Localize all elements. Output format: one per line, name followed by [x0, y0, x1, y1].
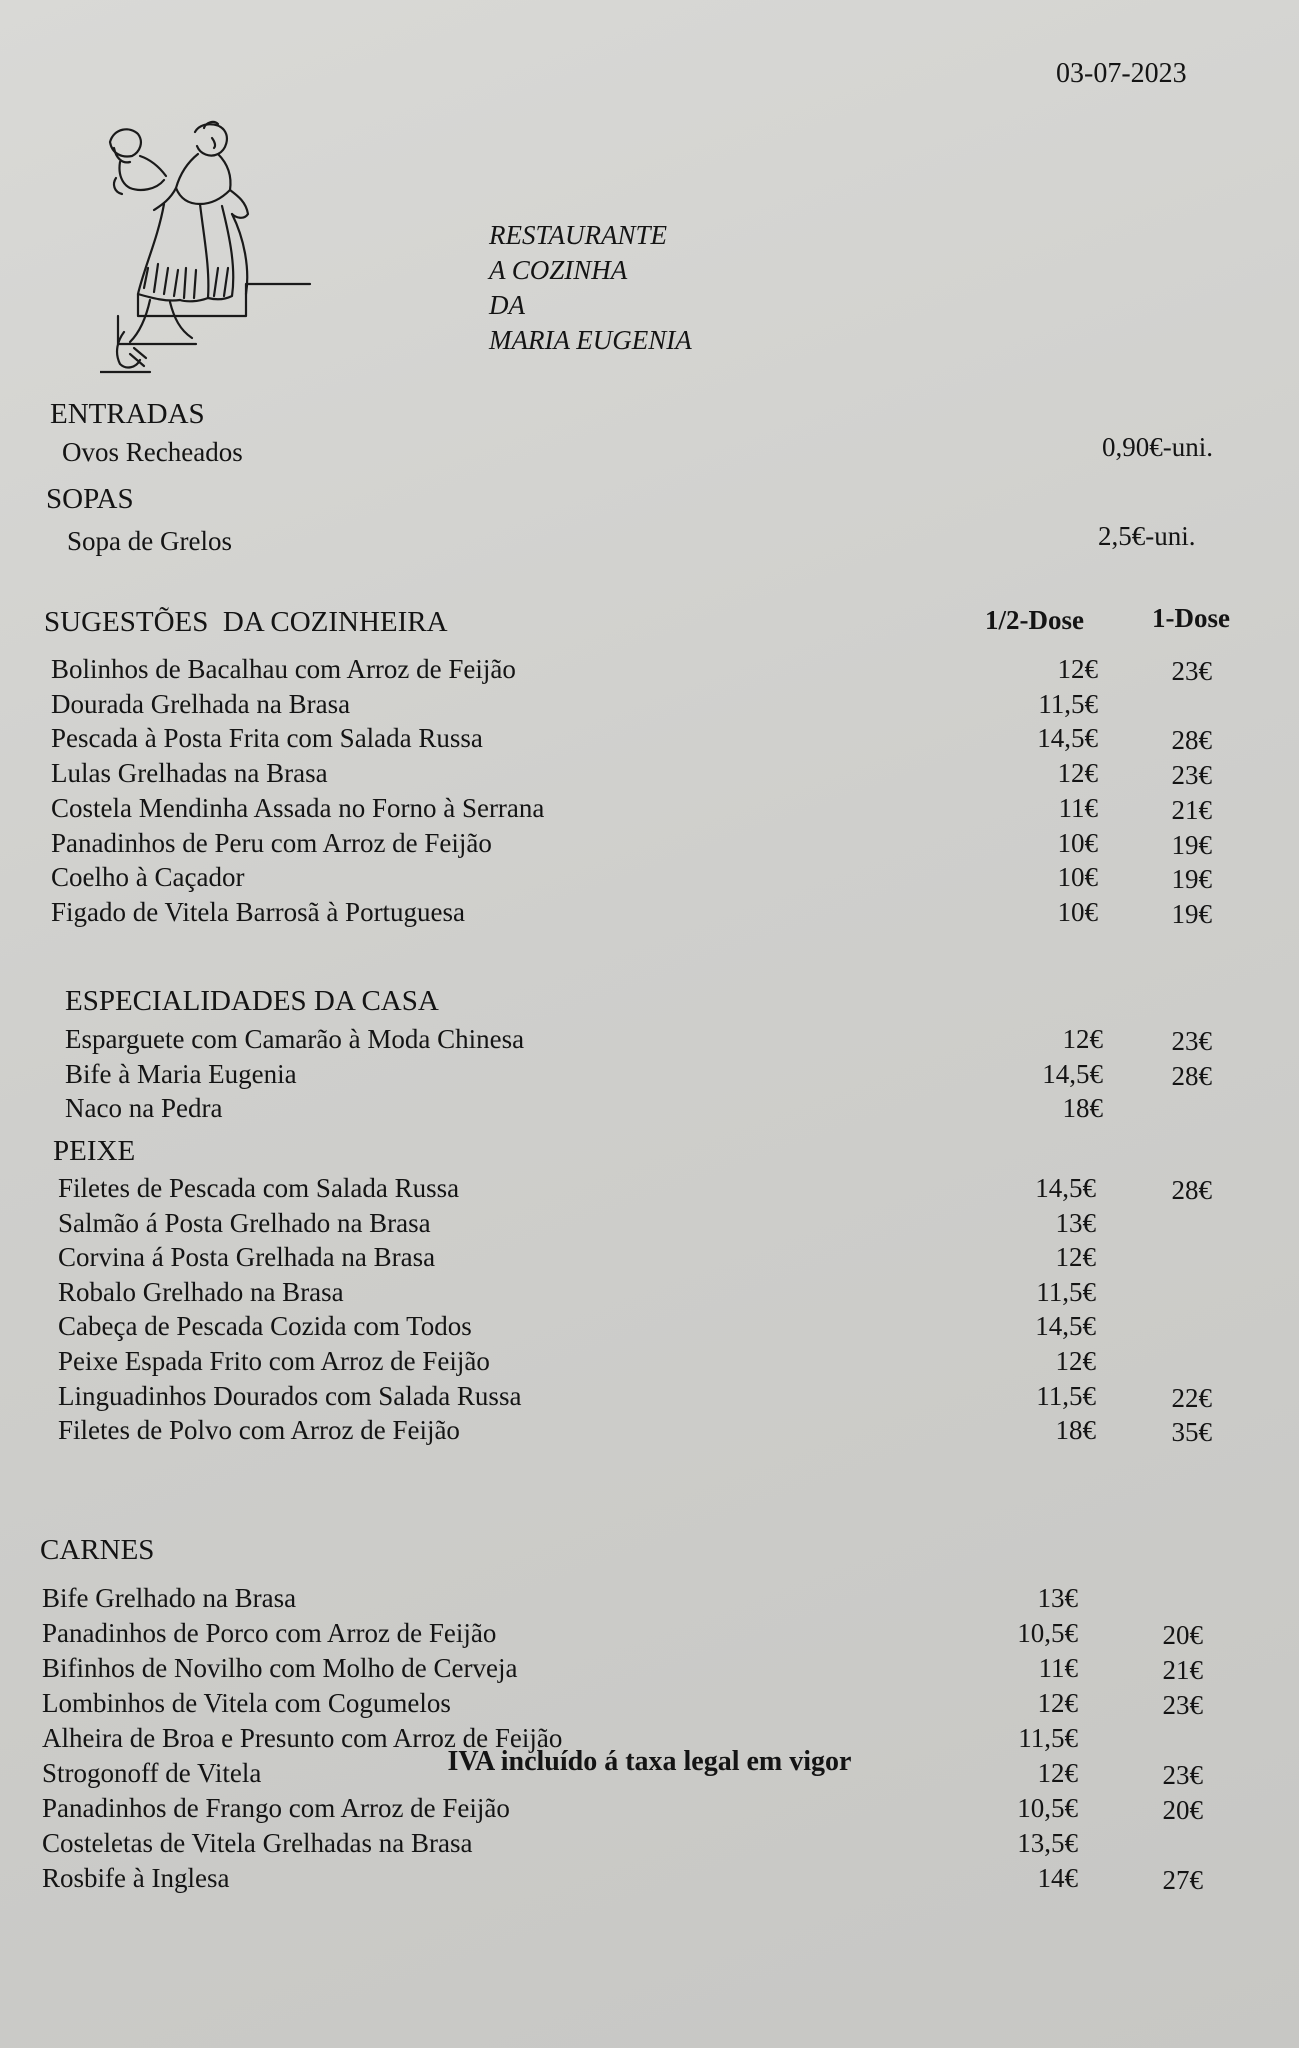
full-dose-price: 19€: [1171, 830, 1212, 860]
full-dose-price: 23€: [1171, 1026, 1212, 1056]
half-dose-price: 10€: [1057, 897, 1098, 927]
cook-illustration-logo: [100, 118, 320, 388]
full-dose-price: 20€: [1162, 1620, 1203, 1650]
menu-item-price: 0,90€-uni.: [1102, 432, 1213, 462]
full-dose-price: 28€: [1171, 1061, 1212, 1091]
menu-item-name: Costela Mendinha Assada no Forno à Serrana: [51, 793, 545, 823]
half-dose-price: 10€: [1057, 862, 1098, 892]
full-dose-price: 20€: [1162, 1795, 1203, 1825]
menu-item-name: Sopa de Grelos: [67, 526, 232, 556]
menu-item-name: Ovos Recheados: [62, 437, 243, 467]
menu-item-name: Costeletas de Vitela Grelhadas na Brasa: [42, 1828, 473, 1858]
half-dose-price: 12€: [1037, 1758, 1078, 1788]
full-dose-price: 23€: [1171, 760, 1212, 790]
half-dose-price: 14€: [1037, 1863, 1078, 1893]
half-dose-price: 12€: [1055, 1346, 1096, 1376]
full-dose-price: 19€: [1171, 899, 1212, 929]
half-dose-price: 13,5€: [1017, 1828, 1078, 1858]
column-header-full-dose: 1-Dose: [1152, 603, 1230, 633]
half-dose-price: 11€: [1038, 1653, 1078, 1683]
half-dose-price: 10,5€: [1017, 1793, 1078, 1823]
menu-item-name: Coelho à Caçador: [51, 862, 245, 892]
half-dose-price: 13€: [1037, 1583, 1078, 1613]
half-dose-price: 14,5€: [1037, 723, 1098, 753]
menu-item-name: Peixe Espada Frito com Arroz de Feijão: [58, 1346, 490, 1376]
half-dose-price: 14,5€: [1035, 1173, 1096, 1203]
half-dose-price: 12€: [1057, 654, 1098, 684]
section-title-entradas: ENTRADAS: [50, 398, 205, 430]
section-title-peixe: PEIXE: [53, 1135, 136, 1167]
menu-item-name: Panadinhos de Porco com Arroz de Feijão: [42, 1618, 497, 1648]
half-dose-price: 10€: [1057, 828, 1098, 858]
restaurant-title: [489, 218, 692, 358]
menu-item-name: Dourada Grelhada na Brasa: [51, 689, 351, 719]
restaurant-title-line-2: A COZINHA: [489, 255, 628, 285]
full-dose-price: 21€: [1171, 795, 1212, 825]
full-dose-price: 23€: [1162, 1690, 1203, 1720]
full-dose-price: 35€: [1171, 1417, 1212, 1447]
menu-item-name: Esparguete com Camarão à Moda Chinesa: [65, 1024, 525, 1054]
menu-item-name: Bolinhos de Bacalhau com Arroz de Feijão: [51, 654, 516, 684]
section-title-carnes: CARNES: [40, 1534, 155, 1566]
half-dose-price: 11,5€: [1036, 1277, 1096, 1307]
half-dose-price: 11€: [1058, 793, 1098, 823]
half-dose-price: 10,5€: [1017, 1618, 1078, 1648]
menu-item-name: Filetes de Pescada com Salada Russa: [58, 1173, 460, 1203]
menu-item-name: Corvina á Posta Grelhada na Brasa: [58, 1242, 436, 1272]
half-dose-price: 18€: [1055, 1415, 1096, 1445]
menu-date: 03-07-2023: [1056, 58, 1187, 89]
half-dose-price: 11,5€: [1036, 1381, 1096, 1411]
half-dose-price: 12€: [1055, 1242, 1096, 1272]
menu-item-name: Salmão á Posta Grelhado na Brasa: [58, 1208, 431, 1238]
menu-item-name: Bife Grelhado na Brasa: [42, 1583, 297, 1613]
section-title-sugestoes: SUGESTÕES DA COZINHEIRA: [44, 606, 448, 638]
restaurant-title-line-1: RESTAURANTE: [489, 220, 667, 250]
half-dose-price: 12€: [1057, 758, 1098, 788]
half-dose-price: 13€: [1055, 1208, 1096, 1238]
menu-item-name: Lombinhos de Vitela com Cogumelos: [42, 1688, 451, 1718]
menu-item-name: Naco na Pedra: [65, 1093, 223, 1123]
full-dose-price: 21€: [1162, 1655, 1203, 1685]
full-dose-price: 28€: [1171, 725, 1212, 755]
menu-item-name: Linguadinhos Dourados com Salada Russa: [58, 1381, 522, 1411]
full-dose-price: 23€: [1162, 1760, 1203, 1790]
half-dose-price: 12€: [1037, 1688, 1078, 1718]
menu-item-name: Panadinhos de Frango com Arroz de Feijão: [42, 1793, 510, 1823]
menu-item-name: Alheira de Broa e Presunto com Arroz de Feijão: [42, 1723, 563, 1753]
menu-item-name: Lulas Grelhadas na Brasa: [51, 758, 328, 788]
half-dose-price: 14,5€: [1042, 1059, 1103, 1089]
menu-item-name: Bife à Maria Eugenia: [65, 1059, 297, 1089]
restaurant-title-line-4: MARIA EUGENIA: [489, 325, 692, 355]
menu-item-name: Strogonoff de Vitela: [42, 1758, 262, 1788]
half-dose-price: 18€: [1062, 1093, 1103, 1123]
half-dose-price: 11,5€: [1018, 1723, 1078, 1753]
menu-item-name: Filetes de Polvo com Arroz de Feijão: [58, 1415, 460, 1445]
menu-item-name: Figado de Vitela Barrosã à Portuguesa: [51, 897, 466, 927]
half-dose-price: 11,5€: [1038, 689, 1098, 719]
full-dose-price: 27€: [1162, 1865, 1203, 1895]
menu-item-name: Bifinhos de Novilho com Molho de Cerveja: [42, 1653, 518, 1683]
column-header-half-dose: 1/2-Dose: [985, 605, 1084, 635]
menu-item-name: Panadinhos de Peru com Arroz de Feijão: [51, 828, 492, 858]
section-title-sopas: SOPAS: [46, 483, 134, 515]
full-dose-price: 23€: [1171, 656, 1212, 686]
menu-item-name: Robalo Grelhado na Brasa: [58, 1277, 344, 1307]
full-dose-price: 28€: [1171, 1175, 1212, 1205]
half-dose-price: 14,5€: [1035, 1311, 1096, 1341]
menu-item-price: 2,5€-uni.: [1098, 521, 1196, 551]
restaurant-title-line-3: DA: [489, 290, 525, 320]
half-dose-price: 12€: [1062, 1024, 1103, 1054]
full-dose-price: 22€: [1171, 1383, 1212, 1413]
footer-vat-note: IVA incluído á taxa legal em vigor: [447, 1746, 852, 1777]
menu-item-name: Pescada à Posta Frita com Salada Russa: [51, 723, 483, 753]
full-dose-price: 19€: [1171, 864, 1212, 894]
menu-item-name: Rosbife à Inglesa: [42, 1863, 230, 1893]
menu-item-name: Cabeça de Pescada Cozida com Todos: [58, 1311, 472, 1341]
section-title-especialidades: ESPECIALIDADES DA CASA: [65, 985, 439, 1017]
